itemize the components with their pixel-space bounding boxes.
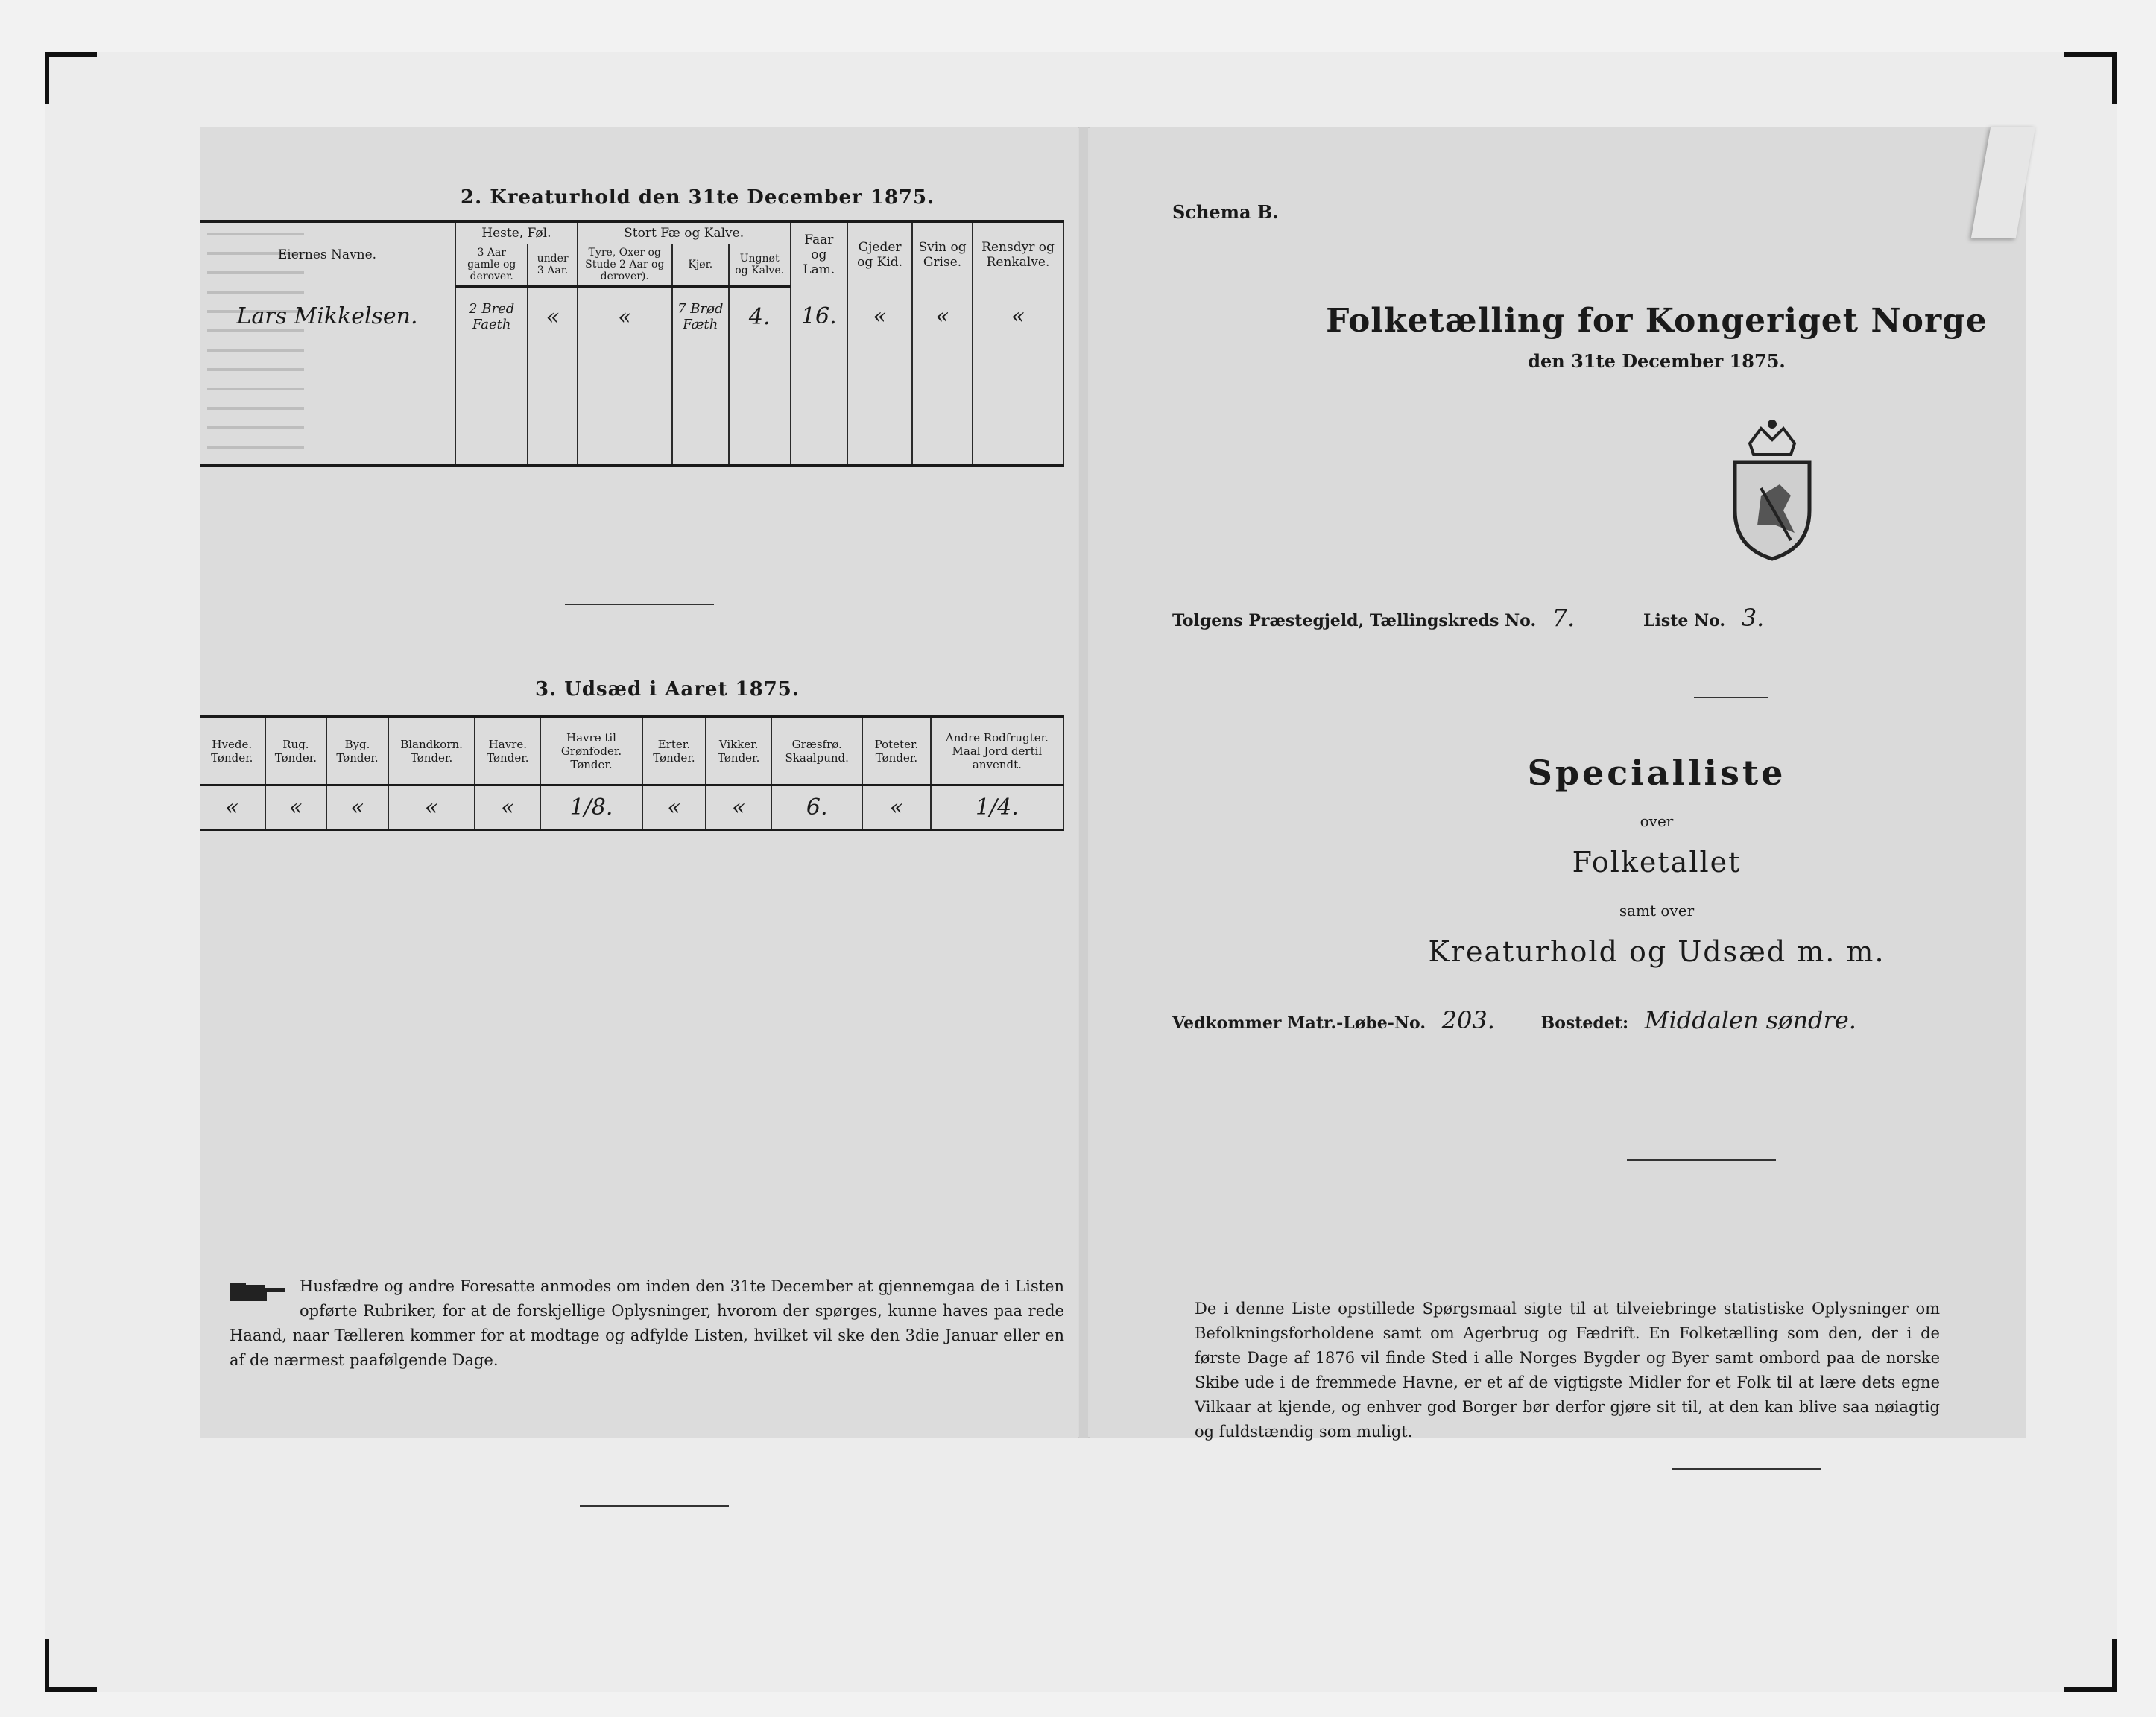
col-ungnot: Ungnøt og Kalve. bbox=[729, 244, 791, 287]
owner-cell: Lars Mikkelsen. bbox=[200, 287, 455, 347]
right-page bbox=[1090, 127, 2026, 1441]
udsaed-col-header: Blandkorn. Tønder. bbox=[388, 717, 475, 785]
udsaed-col-header: Byg. Tønder. bbox=[326, 717, 388, 785]
udsaed-col-header: Hvede. Tønder. bbox=[200, 717, 265, 785]
udsaed-col-header: Vikker. Tønder. bbox=[706, 717, 771, 785]
empty-cell bbox=[912, 384, 973, 466]
faar-cell: 16. bbox=[791, 287, 848, 347]
udsaed-col-header: Poteter. Tønder. bbox=[862, 717, 931, 785]
schema-label: Schema B. bbox=[1172, 201, 1279, 223]
udsaed-value-cell: « bbox=[642, 785, 706, 830]
empty-cell bbox=[200, 347, 455, 384]
census-date: den 31te December 1875. bbox=[1528, 350, 1786, 372]
col-kjor: Kjør. bbox=[672, 244, 729, 287]
col-owner: Eiernes Navne. bbox=[200, 221, 455, 287]
empty-cell bbox=[791, 347, 848, 384]
empty-cell bbox=[672, 347, 729, 384]
empty-cell bbox=[528, 384, 577, 466]
col-heste: Heste, Føl. bbox=[455, 221, 578, 244]
divider-rule bbox=[565, 604, 714, 605]
district-line bbox=[1172, 604, 1774, 632]
kreds-label: Tællingskreds No. bbox=[1369, 611, 1537, 630]
col-gjeder: Gjeder og Kid. bbox=[847, 221, 912, 287]
bottom-divider-rule bbox=[580, 1505, 729, 1507]
heste-young-cell: « bbox=[528, 287, 577, 347]
empty-cell bbox=[200, 384, 455, 466]
heste-old-cell: 2 Bred Faeth bbox=[455, 287, 528, 347]
udsaed-col-header: Rug. Tønder. bbox=[265, 717, 327, 785]
rensdyr-cell: « bbox=[973, 287, 1063, 347]
census-title: Folketælling for Kongeriget Norge bbox=[1326, 302, 1988, 340]
col-heste-old: 3 Aar gamle og derover. bbox=[455, 244, 528, 287]
kreaturhold-heading: Kreaturhold og Udsæd m. m. bbox=[1428, 935, 1885, 968]
svin-cell: « bbox=[912, 287, 973, 347]
ungnot-cell: 4. bbox=[729, 287, 791, 347]
udsaed-col-header: Erter. Tønder. bbox=[642, 717, 706, 785]
page-fold bbox=[1079, 127, 1088, 1438]
udsaed-value-cell: 1/4. bbox=[931, 785, 1063, 830]
udsaed-value-cell: 6. bbox=[771, 785, 862, 830]
pointing-hand-icon bbox=[230, 1277, 286, 1307]
empty-cell bbox=[729, 384, 791, 466]
col-svin: Svin og Grise. bbox=[912, 221, 973, 287]
udsaed-value-cell: « bbox=[265, 785, 327, 830]
matr-value: 203. bbox=[1441, 1006, 1495, 1034]
samt-over-text: samt over bbox=[1619, 902, 1695, 920]
empty-cell bbox=[847, 384, 912, 466]
crop-mark-top-right bbox=[2064, 52, 2117, 57]
bottom-divider-rule bbox=[1672, 1468, 1821, 1470]
parish-name: Tolgens bbox=[1172, 611, 1243, 630]
col-faar: Faar og Lam. bbox=[791, 221, 848, 287]
divider-rule bbox=[1694, 697, 1768, 698]
prestegjeld-label: Præstegjeld, bbox=[1248, 611, 1365, 630]
empty-cell bbox=[672, 384, 729, 466]
udsaed-section-title: 3. Udsæd i Aaret 1875. bbox=[535, 678, 800, 701]
udsaed-value-cell: 1/8. bbox=[540, 785, 642, 830]
crop-mark-top-right-v bbox=[2112, 52, 2117, 104]
census-sheet bbox=[200, 127, 2026, 1441]
crop-mark-bottom-left bbox=[45, 1687, 97, 1692]
crop-mark-bottom-right-v bbox=[2112, 1639, 2117, 1692]
gjeder-cell: « bbox=[847, 287, 912, 347]
empty-cell bbox=[791, 384, 848, 466]
crop-mark-bottom-right bbox=[2064, 1687, 2117, 1692]
empty-cell bbox=[455, 384, 528, 466]
bosted-value: Middalen søndre. bbox=[1644, 1006, 1856, 1034]
liste-label: Liste No. bbox=[1643, 611, 1726, 630]
tyre-cell: « bbox=[578, 287, 672, 347]
matr-line bbox=[1172, 1006, 1867, 1034]
folketallet-heading: Folketallet bbox=[1572, 846, 1742, 879]
crop-mark-bottom-left-v bbox=[45, 1639, 49, 1692]
notice-text-block bbox=[230, 1274, 1064, 1373]
udsaed-value-cell: « bbox=[862, 785, 931, 830]
udsaed-value-cell: « bbox=[200, 785, 265, 830]
udsaed-table bbox=[200, 715, 1064, 831]
empty-cell bbox=[847, 347, 912, 384]
special-list-heading: Specialliste bbox=[1527, 753, 1786, 793]
udsaed-col-header: Havre. Tønder. bbox=[475, 717, 540, 785]
kreds-value: 7. bbox=[1552, 604, 1575, 632]
norway-coat-of-arms-icon bbox=[1709, 414, 1836, 563]
divider-rule bbox=[1627, 1159, 1776, 1161]
empty-cell bbox=[528, 347, 577, 384]
udsaed-col-header: Andre Rodfrugter. Maal Jord dertil anvendt. bbox=[931, 717, 1063, 785]
col-rensdyr: Rensdyr og Renkalve. bbox=[973, 221, 1063, 287]
col-stort: Stort Fæ og Kalve. bbox=[578, 221, 791, 244]
empty-cell bbox=[729, 347, 791, 384]
crop-mark-top-left-v bbox=[45, 52, 49, 104]
left-page bbox=[200, 127, 1078, 1438]
kreatur-table bbox=[200, 220, 1064, 467]
footer-text: De i denne Liste opstillede Spørgsmaal sigte til at tilveiebringe statistiske Oplysninger om Befolkningsforholdene samt om Agerbrug og Fædrift. En Folketælling som den, der i de første Dage af 1876 vil finde Sted i alle Norges Bygder og Byer samt ombord paa de norske Skibe ude i de fremmede Havne, er et af de vigtigste Midler for et Folk til at lære dets egne Vilkaar at kjende, og enhver god Borger bør derfor gjøre sit til, at den kan blive saa nøiagtig og fuldstændig som muligt. bbox=[1195, 1300, 1940, 1441]
matr-label: Vedkommer Matr.-Løbe-No. bbox=[1172, 1014, 1426, 1033]
udsaed-col-header: Græsfrø. Skaalpund. bbox=[771, 717, 862, 785]
kjor-cell: 7 Brød Fæth bbox=[672, 287, 729, 347]
empty-cell bbox=[455, 347, 528, 384]
empty-cell bbox=[578, 384, 672, 466]
col-heste-young: under 3 Aar. bbox=[528, 244, 577, 287]
col-tyre: Tyre, Oxer og Stude 2 Aar og derover). bbox=[578, 244, 672, 287]
udsaed-value-cell: « bbox=[475, 785, 540, 830]
kreatur-section-title: 2. Kreaturhold den 31te December 1875. bbox=[461, 186, 935, 209]
udsaed-col-header: Havre til Grønfoder. Tønder. bbox=[540, 717, 642, 785]
over-text: over bbox=[1640, 812, 1674, 830]
bosted-label: Bostedet: bbox=[1540, 1014, 1629, 1033]
liste-value: 3. bbox=[1741, 604, 1765, 632]
udsaed-value-cell: « bbox=[388, 785, 475, 830]
empty-cell bbox=[912, 347, 973, 384]
crop-mark-top-left bbox=[45, 52, 97, 57]
empty-cell bbox=[578, 347, 672, 384]
empty-cell bbox=[973, 347, 1063, 384]
notice-text: Husfædre og andre Foresatte anmodes om inden den 31te December at gjennemgaa de i Listen opførte Rubriker, for at de forskjellige Oplysninger, hvorom der spørges, kunne haves paa rede Haand, naar Tælleren kommer for at modtage og adfylde Listen, hvilket vil ske den 3die Januar eller en af de nærmest paafølgende Dage. bbox=[230, 1277, 1064, 1369]
empty-cell bbox=[973, 384, 1063, 466]
udsaed-value-cell: « bbox=[326, 785, 388, 830]
udsaed-value-cell: « bbox=[706, 785, 771, 830]
